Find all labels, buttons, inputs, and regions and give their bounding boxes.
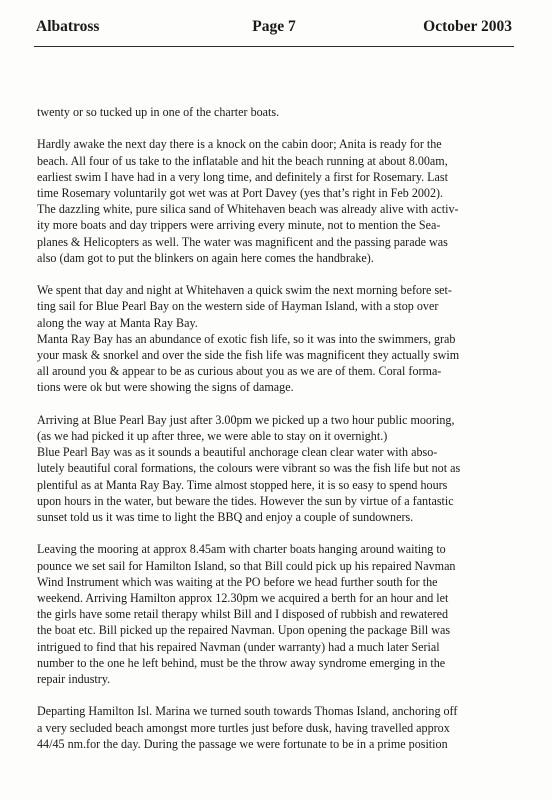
- text-line: pounce we set sail for Hamilton Island, so that Bill could pick up his repaired Navman: [37, 558, 456, 573]
- article-body: [37, 104, 520, 768]
- text-line: along the way at Manta Ray Bay.: [37, 315, 198, 330]
- text-line: plentiful as at Manta Ray Bay. Time almost stopped here, it is so easy to spend hours: [37, 477, 448, 492]
- page-number: Page 7: [252, 18, 296, 35]
- text-line: number to the one he left behind, must be the throw away syndrome emerging in the: [37, 655, 446, 670]
- text-line: Departing Hamilton Isl. Marina we turned south towards Thomas Island, anchoring off: [37, 704, 458, 719]
- paragraph: [37, 136, 520, 266]
- text-line: We spent that day and night at Whitehaven a quick swim the next morning before set-: [37, 283, 452, 298]
- text-line: intrigued to find that his repaired Navman (under warranty) had a much later Serial: [37, 639, 440, 654]
- paragraph: [37, 703, 520, 752]
- text-line: a very secluded beach amongst more turtles just before dusk, having travelled approx: [37, 720, 450, 735]
- text-line: 44/45 nm.for the day. During the passage we were fortunate to be in a prime position: [37, 736, 448, 751]
- text-line: the boat etc. Bill picked up the repaired Navman. Upon opening the package Bill was: [37, 623, 451, 638]
- text-line: also (dam got to put the blinkers on again here comes the handbrake).: [37, 250, 374, 265]
- text-line: beach. All four of us take to the inflatable and hit the beach running at about 8.00am,: [37, 153, 448, 168]
- text-line: weekend. Arriving Hamilton approx 12.30pm we acquired a berth for an hour and let: [37, 591, 449, 606]
- text-line: all around you & appear to be as curious about you as we are of them. Coral forma-: [37, 364, 442, 379]
- paragraph: [37, 412, 520, 525]
- text-line: Wind Instrument which was waiting at the PO before we head further south for the: [37, 574, 438, 589]
- text-line: Blue Pearl Bay was as it sounds a beautiful anchorage clean clear water with abso-: [37, 445, 438, 460]
- text-line: planes & Helicopters as well. The water was magnificent and the passing parade was: [37, 234, 448, 249]
- paragraph: [37, 104, 520, 120]
- text-line: Hardly awake the next day there is a knock on the cabin door; Anita is ready for the: [37, 137, 442, 152]
- paragraph: [37, 282, 520, 395]
- text-line: upon hours in the water, but beware the tides. However the sun by virtue of a fantastic: [37, 493, 454, 508]
- text-line: tions were ok but were showing the signs of damage.: [37, 380, 294, 395]
- text-line: Arriving at Blue Pearl Bay just after 3.00pm we picked up a two hour public mooring,: [37, 412, 455, 427]
- text-line: the girls have some retail therapy whilst Bill and I disposed of rubbish and rewatered: [37, 607, 449, 622]
- text-line: time Rosemary voluntarily got wet was at Port Davey (yes that’s right in Feb 2002).: [37, 186, 444, 200]
- text-line: Leaving the mooring at approx 8.45am with charter boats hanging around waiting to: [37, 542, 446, 557]
- text-line: ting sail for Blue Pearl Bay on the western side of Hayman Island, with a stop over: [37, 299, 439, 314]
- text-line: ity more boats and day trippers were arriving every minute, not to mention the Sea-: [37, 218, 441, 233]
- publication-title: Albatross: [36, 18, 100, 35]
- text-line: (as we had picked it up after three, we were able to stay on it overnight.): [37, 429, 388, 444]
- paragraph: [37, 541, 520, 687]
- text-line: The dazzling white, pure silica sand of Whitehaven beach was already alive with activ-: [37, 202, 459, 217]
- text-line: lutely beautiful coral formations, the colours were vibrant so was the fish life but not as: [37, 461, 461, 476]
- text-line: repair industry.: [37, 672, 111, 687]
- issue-date: October 2003: [423, 18, 512, 35]
- page-header: [36, 18, 512, 42]
- header-rule: [34, 46, 514, 47]
- text-line: sunset told us it was time to light the BBQ and enjoy a couple of sundowners.: [37, 510, 414, 525]
- text-line: earliest swim I have had in a very long time, and definitely a first for Rosemary. Last: [37, 169, 448, 184]
- text-line: twenty or so tucked up in one of the charter boats.: [37, 105, 280, 119]
- text-line: Manta Ray Bay has an abundance of exotic fish life, so it was into the swimmers, grab: [37, 331, 456, 346]
- text-line: your mask & snorkel and over the side the fish life was magnificent they actually swim: [37, 348, 460, 363]
